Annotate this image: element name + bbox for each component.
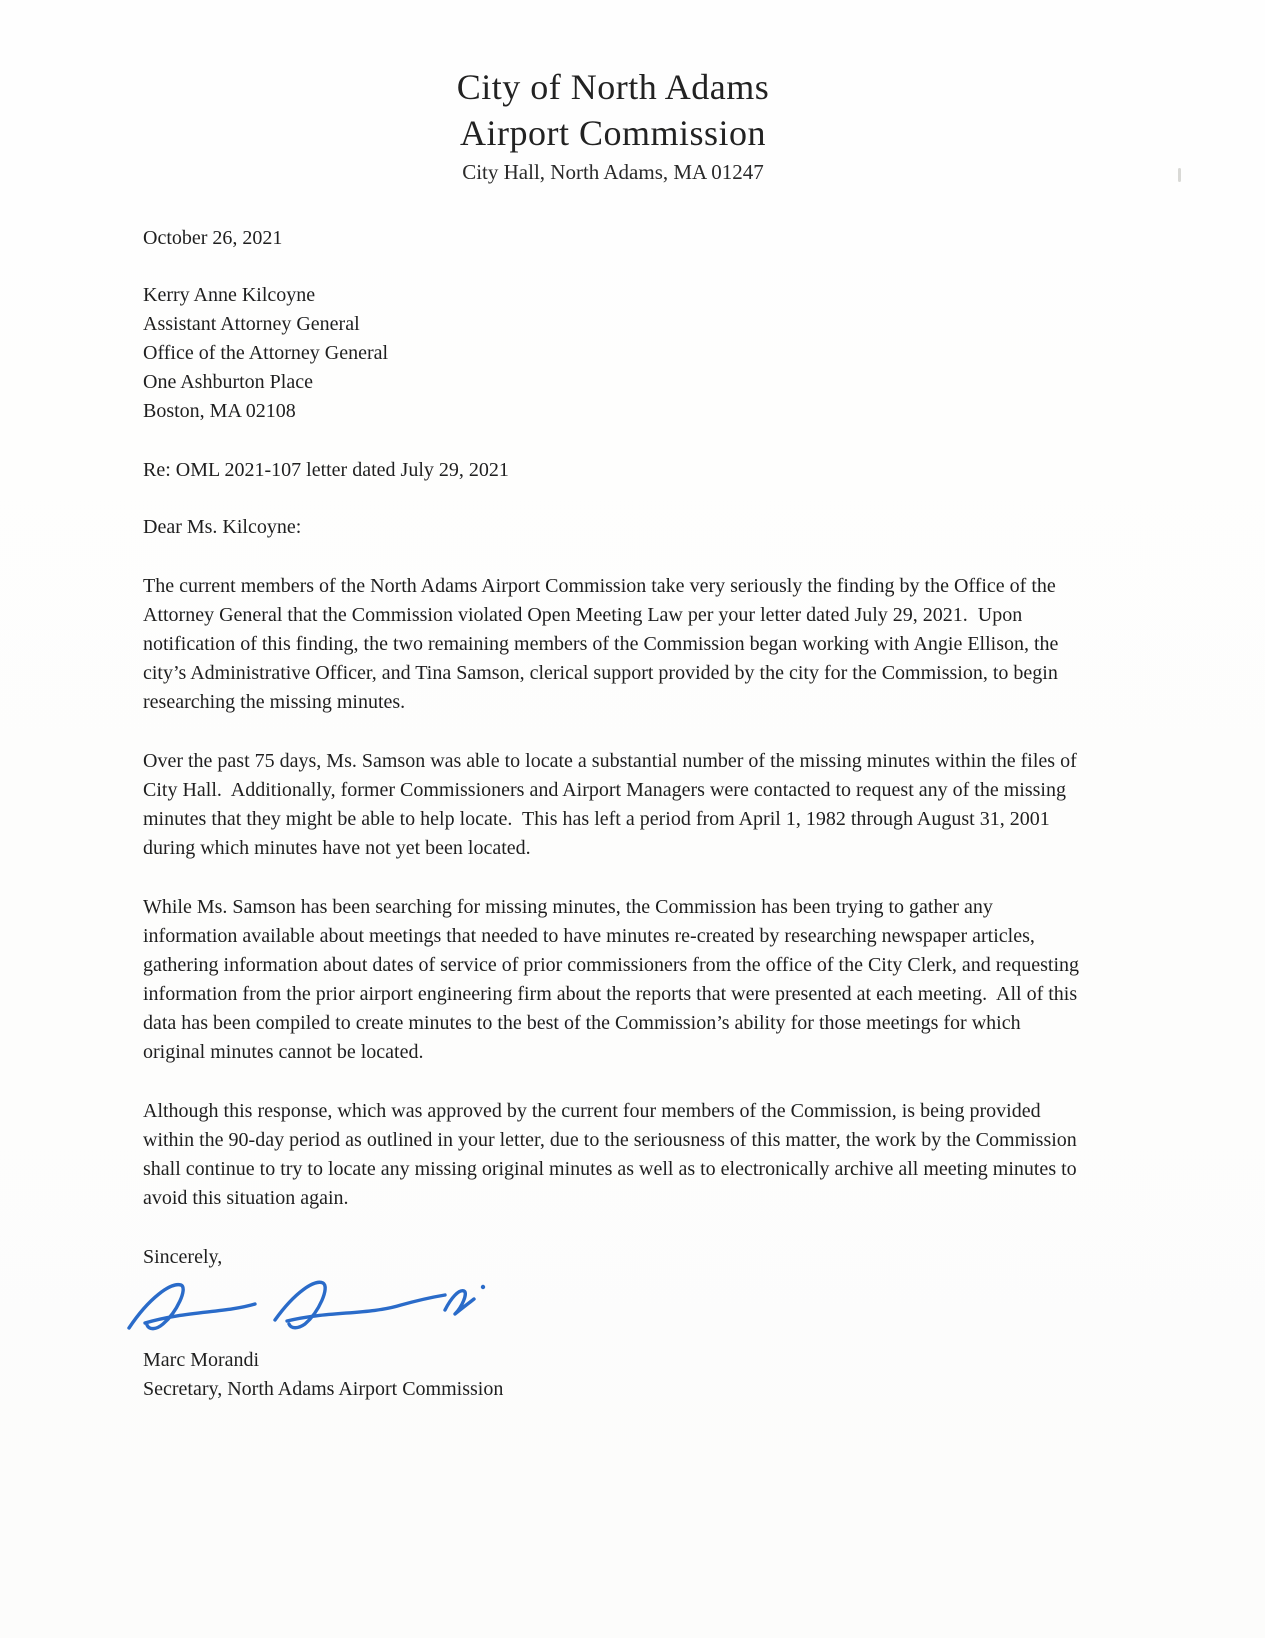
- body-paragraph: Over the past 75 days, Ms. Samson was able to locate a substantial number of the missing minutes within the files of City Hall. Additionally, former Commissioners and Airport Managers were contacted to request any of the missing minutes that they might be able to help locate. This has left a period from April 1, 1982 through August 31, 2001 during which minutes have not yet been located.: [143, 750, 1082, 859]
- letterhead: [143, 64, 1083, 188]
- recipient-city: Boston, MA 02108: [143, 400, 296, 422]
- body-paragraph: The current members of the North Adams Airport Commission take very seriously the finding by the Office of the Attorney General that the Commission violated Open Meeting Law per your letter dated July 29, 2021. Upon notification of this finding, the two remaining members of the Commission began working with Angie Ellison, the city’s Administrative Officer, and Tina Samson, clerical support provided by the city for the Commission, to begin researching the missing minutes.: [143, 575, 1064, 713]
- body-paragraph: Although this response, which was approved by the current four members of the Commission, is being provided within the 90-day period as outlined in your letter, due to the seriousness of this matter, the work by the Commission shall continue to try to locate any missing original minutes as well as to electronically archive all meeting minutes to avoid this situation again.: [143, 1100, 1082, 1209]
- org-address: City Hall, North Adams, MA 01247: [462, 160, 764, 184]
- org-name-line1: City of North Adams: [456, 67, 770, 107]
- recipient-office: Office of the Attorney General: [143, 342, 389, 364]
- recipient-block: [143, 281, 1083, 426]
- closing: Sincerely,: [143, 1246, 223, 1268]
- recipient-name: Kerry Anne Kilcoyne: [143, 284, 316, 306]
- scan-artifact: [1178, 168, 1181, 182]
- letter-date: October 26, 2021: [143, 227, 283, 249]
- subject-line: Re: OML 2021-107 letter dated July 29, 2021: [143, 459, 509, 481]
- signer-name: Marc Morandi: [143, 1349, 260, 1371]
- salutation: Dear Ms. Kilcoyne:: [143, 516, 302, 538]
- recipient-street: One Ashburton Place: [143, 371, 313, 393]
- signer-title: Secretary, North Adams Airport Commission: [143, 1378, 504, 1400]
- recipient-title: Assistant Attorney General: [143, 313, 360, 335]
- body-paragraph: While Ms. Samson has been searching for missing minutes, the Commission has been trying to gather any information available about meetings that needed to have minutes re-created by researching newspaper articles, gathering information about dates of service of prior commissioners from the office of the City Clerk, and requesting information from the prior airport engineering firm about the reports that were presented at each meeting. All of this data has been compiled to create minutes to the best of the Commission’s ability for those meetings for which original minutes cannot be located.: [143, 896, 1085, 1063]
- handwritten-signature-icon: [123, 1274, 493, 1340]
- signature-image: [123, 1274, 1083, 1340]
- org-name-line2: Airport Commission: [459, 113, 767, 153]
